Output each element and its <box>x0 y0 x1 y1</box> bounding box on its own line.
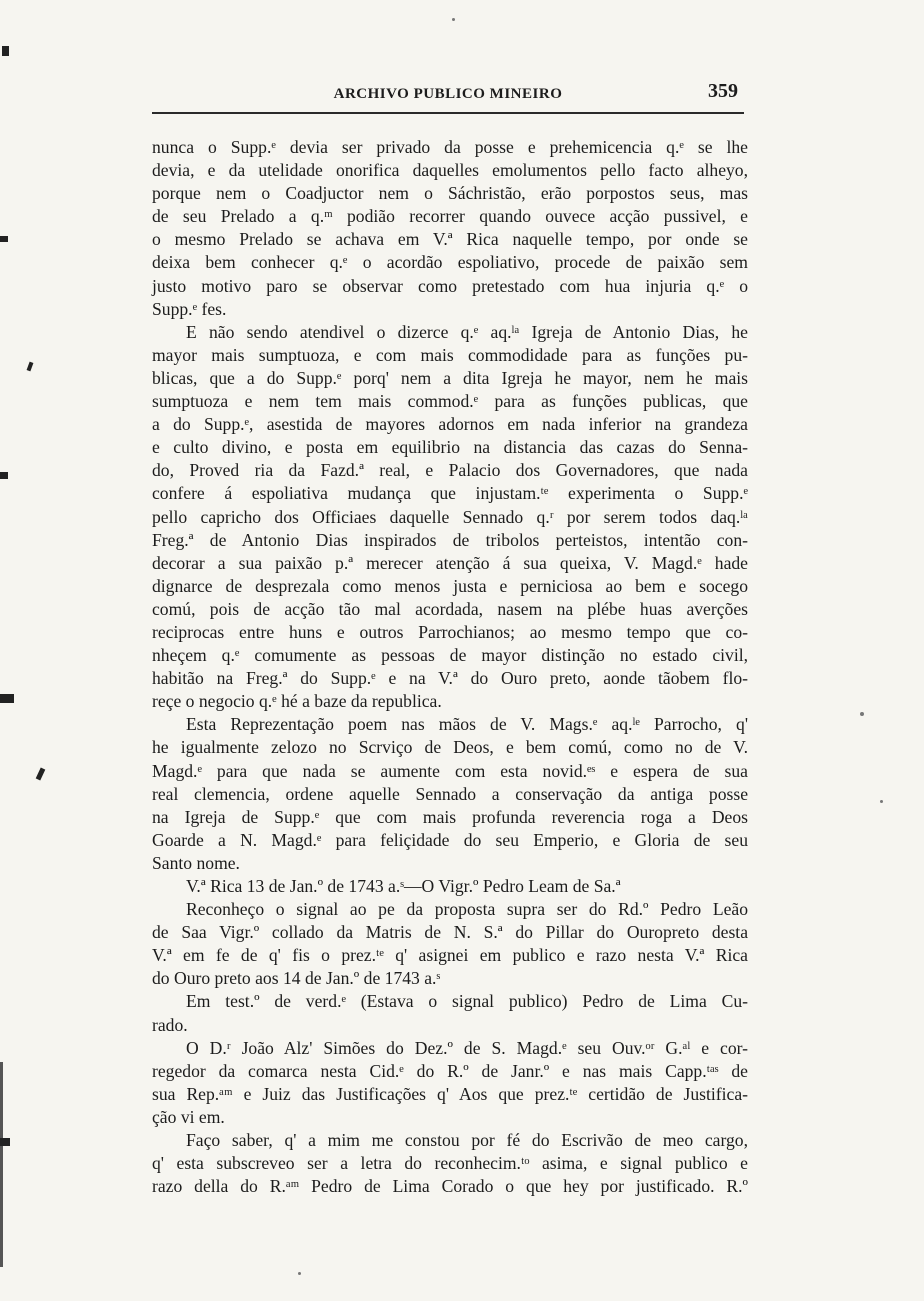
paper-speck <box>452 18 455 21</box>
text-line: O D.ʳ João Alz' Simões do Dez.º de S. Magd.ᵉ seu Ouv.ᵒʳ G.ᵃˡ e cor- <box>186 1037 748 1058</box>
margin-mark <box>36 768 46 781</box>
text-line: ção vi em. <box>152 1106 225 1127</box>
text-line: deixa bem conhecer q.ᵉ o acordão espoliativo, procede de paixão sem <box>152 252 748 273</box>
text-line: justo motivo paro se observar como pretestado com hua injuria q.ᵉ o <box>152 275 748 296</box>
text-line: confere á espoliativa mudança que injustam.ᵗᵉ experimenta o Supp.ᵉ <box>152 483 748 504</box>
text-line: pello capricho dos Officiaes daquelle Sennado q.ʳ por serem todos daq.ˡᵃ <box>152 506 748 527</box>
text-line: V.ª em fe de q' fis o prez.ᵗᵉ q' asignei em publico e razo nesta V.ª Rica <box>152 945 748 966</box>
margin-mark <box>0 236 8 242</box>
text-line: habitão na Freg.ª do Supp.ᵉ e na V.ª do Ouro preto, aonde tãobem flo- <box>152 668 748 689</box>
text-line: o mesmo Prelado se achava em V.ª Rica naquelle tempo, por onde se <box>152 229 748 250</box>
text-line: Reconheço o signal ao pe da proposta supra ser do Rd.º Pedro Leão <box>186 899 748 920</box>
margin-mark <box>27 362 34 372</box>
text-line: mayor mais sumptuoza, e com mais commodidade para as funções pu- <box>152 344 748 365</box>
text-line: reciprocas entre huns e outros Parrochianos; ao mesmo tempo que co- <box>152 621 748 642</box>
page-header <box>152 78 744 114</box>
text-line: reçe o negocio q.ᵉ hé a baze da republica. <box>152 691 442 712</box>
text-line: a do Supp.ᵉ, asestida de mayores adornos em nada inferior na grandeza <box>152 414 748 435</box>
text-line: V.ª Rica 13 de Jan.º de 1743 a.ˢ—O Vigr.º Pedro Leam de Sa.ª <box>186 876 621 896</box>
text-line: Freg.ª de Antonio Dias inspirados de tribolos perteistos, intentão con- <box>152 529 748 550</box>
text-line: Santo nome. <box>152 852 240 873</box>
text-line: regedor da comarca nesta Cid.ᵉ do R.º de Janr.º e nas mais Capp.ᵗᵃˢ de <box>152 1060 748 1081</box>
text-line: Esta Reprezentação poem nas mãos de V. Mags.ᵉ aq.ˡᵉ Parrocho, q' <box>186 714 748 735</box>
text-line: dignarce de desprezala como menos justa e perniciosa ao bem e socego <box>152 575 748 596</box>
text-line: sua Rep.ᵃᵐ e Juiz das Justificações q' Aos que prez.ᵗᵉ certidão de Justifica- <box>152 1083 748 1104</box>
text-line: porque nem o Coadjuctor nem o Sáchristão, erão porpostos seus, mas <box>152 183 748 204</box>
margin-mark <box>0 694 14 703</box>
text-line: rado. <box>152 1014 188 1035</box>
text-line: Faço saber, q' a mim me constou por fé do Escrivão de meo cargo, <box>186 1130 748 1151</box>
paper-speck <box>860 712 864 716</box>
text-line: E não sendo atendivel o dizerce q.ᵉ aq.ˡᵃ Igreja de Antonio Dias, he <box>186 321 748 342</box>
text-line: he igualmente zelozo no Scrviço de Deos, e bem comú, como no de V. <box>152 737 748 758</box>
text-line: nheçem q.ᵉ comumente as pessoas de mayor distinção no estado civil, <box>152 645 748 666</box>
text-line: Magd.ᵉ para que nada se aumente com esta novid.ᵉˢ e espera de sua <box>152 760 748 781</box>
text-line: nunca o Supp.ᵉ devia ser privado da posse e prehemicencia q.ᵉ se lhe <box>152 137 748 157</box>
text-line: de Saa Vigr.º collado da Matris de N. S.ª do Pillar do Ouropreto desta <box>152 922 748 943</box>
page-number: 359 <box>708 80 738 102</box>
text-line: razo della do R.ᵃᵐ Pedro de Lima Corado o que hey por justificado. R.º <box>152 1176 748 1197</box>
text-line: e culto divino, e posta em equilibrio na distancia das cazas do Senna- <box>152 437 748 458</box>
text-line: de seu Prelado a q.ᵐ podião recorrer quando ouvece acção pussivel, e <box>152 206 748 227</box>
text-line: comú, pois de acção tão mal acordada, nasem na plébe huas averções <box>152 598 748 619</box>
running-title: ARCHIVO PUBLICO MINEIRO <box>333 86 563 102</box>
margin-mark <box>0 1062 3 1267</box>
text-line: do, Proved ria da Fazd.ª real, e Palacio dos Governadores, que nada <box>152 460 748 481</box>
margin-mark <box>2 46 9 56</box>
text-line: do Ouro preto aos 14 de Jan.º de 1743 a.ˢ <box>152 968 441 989</box>
text-line: real clemencia, ordene aquelle Sennado a conservação da antiga posse <box>152 783 748 804</box>
margin-mark <box>0 1138 10 1146</box>
text-line: Em test.º de verd.ᵉ (Estava o signal publico) Pedro de Lima Cu- <box>186 991 748 1012</box>
text-line: sumptuoza e nem tem mais commod.ᵉ para as funções publicas, que <box>152 391 748 412</box>
text-line: blicas, que a do Supp.ᵉ porq' nem a dita Igreja he mayor, nem he mais <box>152 367 748 388</box>
text-line: Goarde a N. Magd.ᵉ para feliçidade do seu Emperio, e Gloria de seu <box>152 829 748 850</box>
text-line: decorar a sua paixão p.ª merecer atenção á sua queixa, V. Magd.ᵉ hade <box>152 552 748 573</box>
text-line: q' esta subscreveo ser a letra do reconhecim.ᵗᵒ asima, e signal publico e <box>152 1153 748 1174</box>
body-text <box>152 136 748 1198</box>
text-line: na Igreja de Supp.ᵉ que com mais profunda reverencia roga a Deos <box>152 806 748 827</box>
text-line: devia, e da utelidade onorifica daquelles emolumentos pello facto alheyo, <box>152 160 748 181</box>
text-line: Supp.ᵉ fes. <box>152 298 227 319</box>
paper-speck <box>880 800 883 803</box>
margin-mark <box>0 472 8 479</box>
paper-speck <box>298 1272 301 1275</box>
